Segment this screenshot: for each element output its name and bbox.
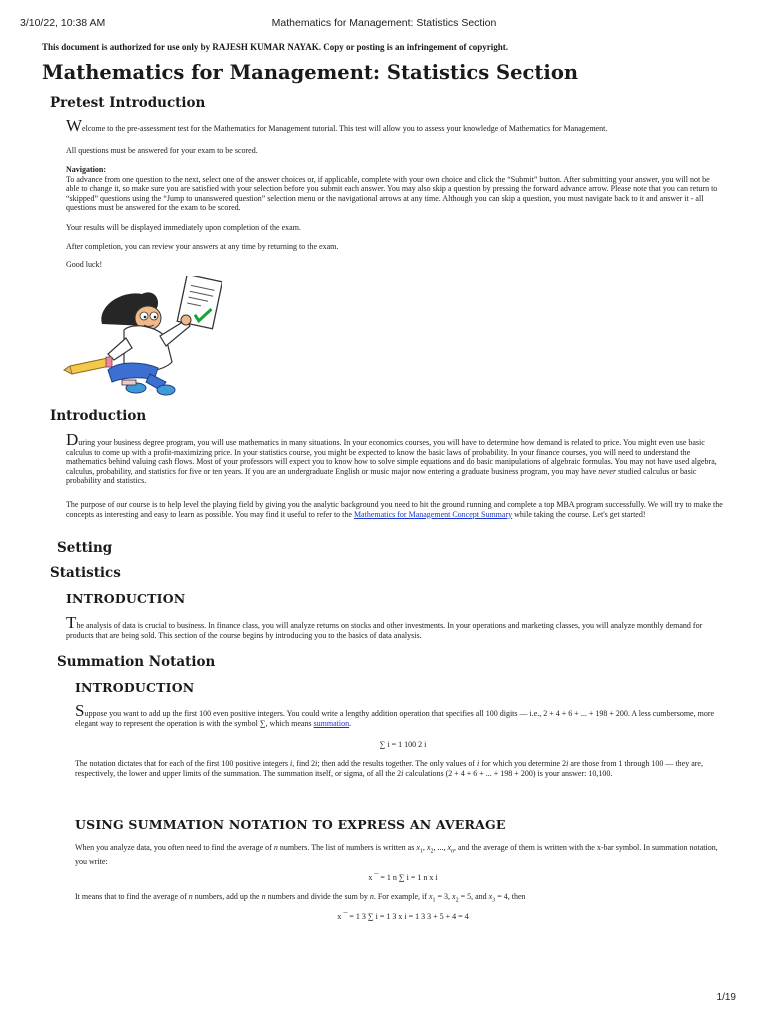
paragraph-text: for which you determine 2	[479, 759, 567, 768]
statistics-introduction-heading: INTRODUCTION	[66, 591, 186, 606]
paragraph-text: are those from 1 through 100 — they are, respectively, the lower and upper limits of the summation. The summation itself, or sigma, of all the 2	[75, 759, 703, 778]
print-title: Mathematics for Management: Statistics Section	[271, 17, 497, 29]
average-paragraph-1: When you analyze data, you often need to find the average of n numbers. The list of numbers is written as $x_1$, $x_2$, ..., $x_n$, and the average of them is written with the x-bar symbol. In summation notation, you write:	[75, 843, 718, 867]
navigation-paragraph	[66, 165, 720, 213]
paragraph-text: numbers, add up the	[192, 892, 262, 901]
example-average-formula: x ¯ = 1 3 ∑ i = 1 3 x i = 1 3 3 + 5 + 4 = 4	[337, 912, 469, 921]
paragraph-text: .	[349, 718, 352, 728]
introduction-paragraph-1	[66, 430, 722, 486]
paragraph-text: , then	[507, 892, 526, 901]
summation-formula: ∑ i = 1 100 2 i	[379, 740, 427, 749]
paragraph-text: The notation dictates that for each of the first 100 positive integers	[75, 759, 291, 768]
dropcap: D	[66, 430, 79, 449]
variable-i: i	[401, 768, 404, 778]
variable-n: n	[369, 892, 374, 901]
good-luck-text: Good luck!	[66, 260, 103, 269]
variable-i: i	[290, 759, 293, 768]
pretest-welcome-paragraph	[66, 116, 716, 135]
paragraph-text: . For example, if	[373, 892, 429, 901]
variable-n: n	[273, 843, 278, 852]
paragraph-text: It means that to find the average of	[75, 892, 189, 901]
paragraph-text: uppose you want to add up the first 100 even positive integers. You could write a lengthy addition operation that specifies all 100 digits — i.e., 2 + 4 + 6 + ... + 198 + 200. A less cumbersome, more elegant way to represent the operation is with the symbol ∑, which means	[75, 709, 715, 728]
average-formula: x ¯ = 1 n ∑ i = 1 n x i	[368, 873, 438, 882]
pretest-required-paragraph: All questions must be answered for your exam to be scored.	[66, 146, 258, 155]
summation-link[interactable]: summation	[313, 718, 350, 728]
summation-paragraph-2	[75, 759, 731, 778]
dropcap: T	[66, 613, 77, 632]
page-number: 1/19	[716, 992, 736, 1003]
introduction-paragraph-2	[66, 500, 726, 519]
document-title: Mathematics for Management: Statistics Section	[42, 61, 579, 84]
average-paragraph-2: It means that to find the average of n numbers, add up the n numbers and divide the sum by n. For example, if $x_1 = 3$, $x_2 = 5$, and $x_3 = 4$, then	[75, 892, 526, 904]
paragraph-text: while taking the course. Let's get started!	[512, 509, 646, 519]
dropcap: W	[66, 116, 83, 135]
results-paragraph: Your results will be displayed immediately upon completion of the exam.	[66, 223, 301, 232]
setting-heading: Setting	[57, 540, 113, 556]
paragraph-text: The purpose of our course is to help level the playing field by giving you the analytic background you need to hit the ground running and complete a top MBA program successfully. We will try to make the concepts as interesting and easy to learn as possible. You may find it useful to refer to the	[66, 500, 723, 519]
review-paragraph: After completion, you can review your answers at any time by returning to the exam.	[66, 242, 339, 251]
summation-paragraph-1	[75, 701, 731, 728]
print-header	[20, 17, 748, 31]
emphasis-text: never	[598, 466, 617, 476]
student-cartoon-illustration	[62, 276, 222, 398]
paragraph-text: studied calculus or basic probability and statistics.	[66, 466, 697, 486]
variable-n: n	[188, 892, 193, 901]
navigation-text: To advance from one question to the next, select one of the answer choices or, if applicable, complete with your own choice and click the “Submit” button. After submitting your answer, you will not be able to change it, so make sure you are satisfied with your selection before you submit each answer. You may also skip a question by pressing the forward advance arrow. Please note that you can return to “skipped” questions using the “Jump to unanswered question” selection menu or the navigational arrows at any time. Although you can skip a question, you must navigate back to it and answer it - all questions must be answered for the exam to be scored.	[66, 174, 718, 213]
dropcap: S	[75, 701, 85, 720]
average-heading: USING SUMMATION NOTATION TO EXPRESS AN AVERAGE	[75, 817, 506, 832]
pretest-heading: Pretest Introduction	[50, 95, 206, 111]
paragraph-text: , and the average of them is written with the x-bar symbol. In summation notation, you write:	[75, 843, 718, 867]
variable-i: i	[566, 759, 569, 768]
paragraph-text: he analysis of data is crucial to business. In finance class, you will analyze returns on stocks and other investments. In your operations and marketing classes, you will analyze monthly demand for products that are being sold. This section of the course begins by introducing you to the basics of data analysis.	[66, 621, 703, 640]
variable-n: n	[261, 892, 266, 901]
paragraph-text: ; then add the results together. The only values of	[317, 759, 477, 768]
concept-summary-link[interactable]: Mathematics for Management Concept Summary	[353, 509, 513, 519]
navigation-label: Navigation:	[66, 165, 106, 174]
summation-notation-heading: Summation Notation	[57, 654, 216, 670]
summation-introduction-heading: INTRODUCTION	[75, 680, 195, 695]
paragraph-text: numbers. The list of numbers is written as	[277, 843, 417, 852]
paragraph-text: elcome to the pre-assessment test for the Mathematics for Management tutorial. This test will allow you to assess your knowledge of Mathematics for Management.	[82, 124, 608, 133]
variable-x: x	[416, 843, 420, 852]
print-timestamp: 3/10/22, 10:38 AM	[20, 17, 106, 29]
introduction-heading: Introduction	[50, 408, 147, 424]
paragraph-text: numbers and divide the sum by	[265, 892, 370, 901]
variable-i: i	[315, 759, 318, 768]
statistics-heading: Statistics	[50, 565, 121, 581]
paragraph-text: uring your business degree program, you will use mathematics in many situations. In your economics courses, you will have to determine how demand is related to price. You might even use basic calculus to come up with a profit-maximizing price. In your statistics course, you might be expected to know the basic laws of probability. In your finance courses, you will need to understand the mathematics behind valuing cash flows. Most of your professors will expect you to know how to solve simple equations and do basic manipulations of algebraic formulas. You may not have used algebra, calculus, probability, and statistics for five or ten years. If you are an undergraduate English or music major now entering a graduate business program, you may have	[66, 438, 717, 476]
copyright-notice: This document is authorized for use only by RAJESH KUMAR NAYAK. Copy or posting is an infringement of copyright.	[42, 42, 509, 52]
paragraph-text: calculations (2 + 4 + 6 + ... + 198 + 200) is your answer: 10,100.	[403, 768, 613, 778]
variable-i: i	[477, 759, 480, 768]
paragraph-text: When you analyze data, you often need to find the average of	[75, 843, 274, 852]
paragraph-text: , find 2	[292, 759, 316, 768]
statistics-introduction-paragraph	[66, 613, 726, 640]
